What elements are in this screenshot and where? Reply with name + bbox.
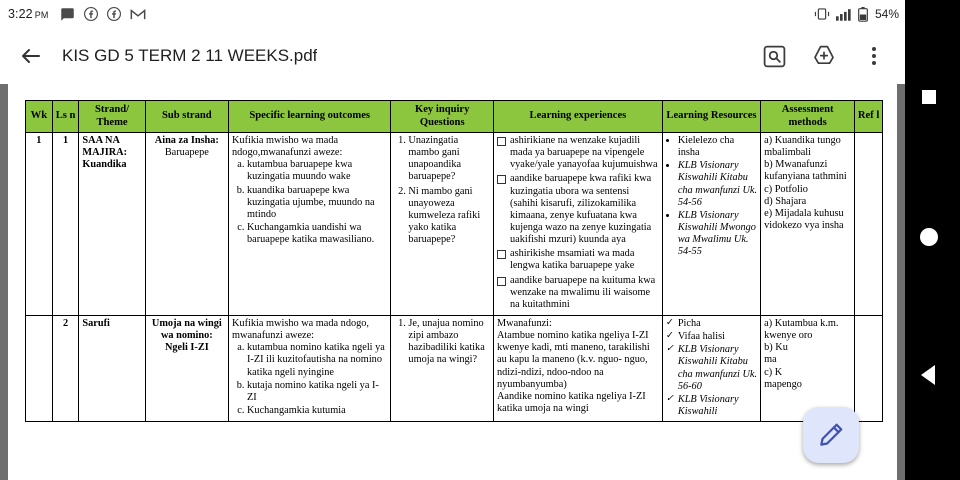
status-notification-icons bbox=[60, 7, 146, 22]
add-to-drive-icon[interactable] bbox=[809, 41, 839, 71]
inquiry-list bbox=[394, 318, 490, 367]
column-header-substrand: Sub strand bbox=[145, 101, 228, 133]
column-header-assessment: Assessment methods bbox=[761, 101, 855, 133]
outcomes-list bbox=[232, 159, 387, 246]
list-item: ashirikishe msamiati wa mada lengwa katika baruapepe yake bbox=[497, 248, 659, 272]
cell-substrand bbox=[145, 133, 228, 316]
status-system-icons bbox=[814, 7, 899, 22]
column-header-experiences: Learning experiences bbox=[494, 101, 663, 133]
signal-bars-icon bbox=[836, 8, 852, 21]
substrand-sub: Baruapepe bbox=[164, 147, 209, 159]
back-arrow-icon[interactable] bbox=[12, 37, 50, 75]
list-item: ✓ KLB Visionary Kiswahili bbox=[666, 394, 757, 418]
gmail-icon bbox=[130, 8, 146, 21]
column-header-resources: Learning Resources bbox=[662, 101, 760, 133]
list-item: • Kielelezo cha insha bbox=[678, 135, 757, 159]
list-item: 1. Unazingatia mambo gani unapoandika baruapepe? bbox=[408, 135, 490, 184]
cell-lsn: 2 bbox=[52, 315, 79, 421]
experiences-list bbox=[497, 135, 659, 311]
cell-resources bbox=[662, 133, 760, 316]
table-row bbox=[26, 315, 883, 421]
assessment-item: d) Shajara bbox=[764, 195, 807, 207]
outcomes-intro: Kufikia mwisho wa mada ndogo,mwanafunzi aweze: bbox=[232, 135, 343, 159]
pdf-page bbox=[8, 84, 897, 480]
list-item: ashirikiane na wenzake kujadili mada ya baruapepe na vipengele vyake/yale yanayofaa kujumuishwa bbox=[497, 135, 659, 171]
document-title: KIS GD 5 TERM 2 11 WEEKS.pdf bbox=[62, 46, 318, 65]
resources-list bbox=[666, 318, 757, 418]
outcomes-list bbox=[232, 342, 387, 417]
assessment-item: a) Kuandika tungo mbalimbali bbox=[764, 135, 841, 159]
cell-experiences bbox=[494, 315, 663, 421]
column-header-inquiry: Key inquiry Questions bbox=[391, 101, 494, 133]
assessment-item: c) Potfolio bbox=[764, 183, 808, 195]
cell-wk: 1 bbox=[26, 133, 53, 316]
list-item: b. kutaja nomino katika ngeli ya I-ZI bbox=[247, 380, 387, 404]
substrand-title: Aina za Insha: bbox=[154, 135, 219, 146]
chat-bubble-icon bbox=[60, 7, 75, 22]
cell-wk bbox=[26, 315, 53, 421]
assessment-item: ma bbox=[764, 354, 777, 366]
list-item: • KLB Visionary Kiswahili Kitabu cha mwanfunzi Uk. 54-56 bbox=[678, 160, 757, 209]
status-clock: 3:22 PM bbox=[8, 7, 49, 21]
outcomes-intro: Kufikia mwisho wa mada ndogo, mwanafunzi aweze: bbox=[232, 317, 369, 342]
cell-outcomes bbox=[229, 133, 391, 316]
facebook-icon bbox=[107, 7, 121, 21]
assessment-item: b) Ku bbox=[764, 342, 788, 354]
assessment-item: c) K bbox=[764, 366, 783, 378]
document-viewer[interactable] bbox=[0, 84, 905, 480]
column-header-strand: Strand/ Theme bbox=[79, 101, 145, 133]
list-item: a. kutambua nomino katika ngeli ya I-ZI ili kuzitofautisha na nomino katika ngeli nyingine bbox=[247, 342, 387, 378]
experiences-text: Atambue nomino katika ngeliya I-ZI kwenye kadi, mti maneno, tarakilishi au kapu la maneno (k.v. nguo- nguo, ndizi-ndizi, ndoo-ndoo na nyumbanyumba) bbox=[497, 330, 650, 390]
search-icon[interactable] bbox=[759, 41, 789, 71]
vibrate-icon bbox=[814, 7, 830, 21]
more-options-icon[interactable] bbox=[859, 41, 889, 71]
column-header-outcomes: Specific learning outcomes bbox=[229, 101, 391, 133]
column-header-wk: Wk bbox=[26, 101, 53, 133]
facebook-icon bbox=[84, 7, 98, 21]
list-item: 1. Je, unajua nomino zipi ambazo hazibadiliki katika umoja na wingi? bbox=[408, 318, 490, 367]
cell-outcomes bbox=[229, 315, 391, 421]
table-header-row bbox=[26, 101, 883, 133]
assessment-item: e) Mijadala kuhusu vidokezo vya insha bbox=[764, 207, 844, 231]
resources-list bbox=[666, 135, 757, 258]
scheme-of-work-table bbox=[25, 100, 883, 422]
battery-icon bbox=[858, 7, 868, 22]
back-triangle-icon[interactable] bbox=[921, 365, 935, 385]
list-item: aandike baruapepe na kuituma kwa wenzake na mwalimu ili waisome na kuitathmini bbox=[497, 275, 659, 311]
list-item: b. kuandika baruapepe kwa kuzingatia ujumbe, muundo na mtindo bbox=[247, 185, 387, 221]
cell-assessment bbox=[761, 315, 855, 421]
list-item: ✓ KLB Visionary Kiswahili Kitabu cha mwanfunzi Uk. 56-60 bbox=[666, 344, 757, 393]
list-item: ✓ Picha bbox=[666, 318, 757, 330]
cell-assessment bbox=[761, 133, 855, 316]
list-item: 2. Ni mambo gani unayoweza kumweleza rafiki yako katika baruapepe? bbox=[408, 186, 490, 247]
table-row bbox=[26, 133, 883, 316]
recents-square-icon[interactable] bbox=[922, 90, 936, 104]
list-item: c. Kuchangamkia uandishi wa baruapepe katika mawasiliano. bbox=[247, 222, 387, 246]
markup-fab-button[interactable] bbox=[803, 407, 859, 463]
status-bar bbox=[0, 0, 905, 28]
app-bar-actions bbox=[759, 41, 895, 71]
list-item: a. kutambua baruapepe kwa kuzingatia muundo wake bbox=[247, 159, 387, 183]
cell-substrand: Umoja na wingi wa nomino: Ngeli I-ZI bbox=[145, 315, 228, 421]
column-header-ref: Ref l bbox=[855, 101, 883, 133]
cell-lsn: 1 bbox=[52, 133, 79, 316]
experiences-intro: Mwanafunzi: bbox=[497, 317, 552, 329]
navigation-rail bbox=[905, 0, 960, 480]
assessment-item: mapengo bbox=[764, 378, 802, 390]
cell-ref bbox=[855, 315, 883, 421]
cell-inquiry bbox=[391, 133, 494, 316]
assessment-item: a) Kutambua k.m. kwenye oro bbox=[764, 317, 839, 342]
cell-inquiry bbox=[391, 315, 494, 421]
home-circle-icon[interactable] bbox=[920, 228, 938, 246]
list-item: aandike baruapepe kwa rafiki kwa kuzingatia ubora wa sentensi (sahihi kisarufi, zilizokamilika kimaana, zenye kufuatana kwa kujenga wazo na zenye kuzingatia uakifishi mzuri) kuunda aya bbox=[497, 173, 659, 246]
cell-strand: SAA NA MAJIRA: Kuandika bbox=[79, 133, 145, 316]
inquiry-list bbox=[394, 135, 490, 246]
battery-percent: 54% bbox=[874, 7, 899, 21]
list-item: c. Kuchangamkia kutumia bbox=[247, 405, 387, 417]
assessment-item: b) Mwanafunzi kufanyiana tathmini bbox=[764, 159, 847, 183]
list-item: • KLB Visionary Kiswahili Mwongo wa Mwalimu Uk. 54-55 bbox=[678, 210, 757, 259]
experiences-text: Aandike nomino katika ngeliya I-ZI katika umoja na wingi bbox=[497, 390, 646, 414]
column-header-lsn: Ls n bbox=[52, 101, 79, 133]
app-bar bbox=[0, 28, 905, 84]
list-item: ✓ Vifaa halisi bbox=[666, 331, 757, 343]
cell-experiences bbox=[494, 133, 663, 316]
cell-resources bbox=[662, 315, 760, 421]
cell-strand: Sarufi bbox=[79, 315, 145, 421]
cell-ref bbox=[855, 133, 883, 316]
